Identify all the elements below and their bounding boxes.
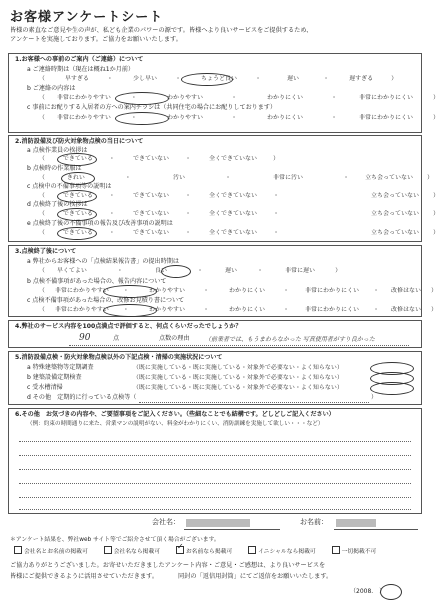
q2d-label: d 点検終了後の挨拶は	[27, 201, 88, 208]
check-name-only[interactable]	[176, 546, 184, 554]
q5a-options: （既に実施している・既に実施している・対象外で必要ない・よく知らない）	[133, 365, 343, 371]
q2b-options: （ きれい ・ 汚い ・ 非常に汚い ・ 立ち会っていない ）	[39, 175, 434, 181]
thanks-line-1: ご協力ありがとうございました。お寄せいただきましたアンケート内容・ご意見・ご感想は、より良いサービスを	[10, 562, 326, 569]
name-label: お名前：	[300, 518, 328, 526]
score-unit: 点	[113, 335, 120, 342]
q2a-label: a 点検作業員の挨拶は	[27, 147, 88, 154]
section-6	[8, 408, 422, 514]
q3a-options: （ 早くてよい ・ 良い ・ 遅い ・ 非常に遅い ）	[39, 268, 342, 274]
q5d-tail: ）	[371, 394, 378, 401]
section-1-question: 1.お客様への事前のご案内（ご連絡）について	[15, 56, 144, 63]
thanks-line-2: 皆様にご提供できるように活用させていただきます。 同封の「返信用封筒」にてご返信をお願いいたします。	[10, 573, 333, 580]
section-5	[8, 351, 422, 405]
section-2-question: 2.消防設備及び防火対象物点検の当日について	[15, 138, 144, 145]
section-6-question: 6.その他 お気づきの内容や、ご要望事項をご記入ください。（些細なことでも結構です。どしどしご記入ください）	[15, 411, 335, 418]
q5a-label: a 特殊建築物等定期調査	[27, 364, 94, 371]
date-stamp: （2008. ）	[350, 588, 386, 595]
publication-options: 会社名とお名前の掲載可 会社名なら掲載可 ✓ お名前なら掲載可 イニシャルなら掲載可 一切掲載不可	[14, 546, 376, 556]
section-3	[8, 245, 438, 317]
q2b-label: b 点検時の作業服は	[27, 165, 82, 172]
q3b-options: （ 非常にわかりやすい ・ わかりやすい ・ わかりにくい ・ 非常にわかりにくい ・ 改修はない ）	[39, 288, 438, 294]
section-5-question: 5.消防設備点検・防火対象物点検以外の下記点検・清掃の実施状況について	[15, 354, 223, 361]
intro-text: 皆様の素直なご意見や生の声が、私ども企業のパワーの源です。皆様へより良いサービスをご提供するため、 アンケートを実施しております。ご協力をお願いいたします。	[10, 27, 313, 43]
check-no-publication[interactable]	[332, 546, 340, 554]
section-3-question: 3.点検終了後について	[15, 248, 77, 255]
q1b-label: b ご連絡の内容は	[27, 85, 76, 92]
answer-circle	[181, 73, 233, 86]
section-6-example: （例：約束の時間通りに来た、営業マンの説明がない、料金がわかりにくい、消防訓練を実施して欲しい・・・など）	[27, 421, 324, 427]
check-company-and-name[interactable]	[14, 546, 22, 554]
q5b-options: （既に実施している・既に実施している・対象外で必要ない・よく知らない）	[133, 375, 343, 381]
stamp-circle	[380, 584, 402, 600]
score-reason: （前業者では、もうまわらなかった 写真使用者がすり良かった	[205, 336, 375, 343]
q2c-options: （ できている ・ できていない ・ 全くできていない ・ 立ち会っていない ）	[39, 193, 439, 199]
q3b-label: b 点検不備事項があった場合の、報告内容について	[27, 278, 167, 285]
q1a-options: （ 早すぎる ・ 少し早い ・ ちょうど良い ・ 遅い ・ 遅すぎる ）	[39, 76, 398, 82]
section-4	[8, 320, 422, 348]
q5c-options: （既に実施している・既に実施している・対象外で必要ない・よく知らない）	[133, 385, 343, 391]
q1a-label: a ご連絡時期は（現在は概ね1か月前）	[27, 66, 135, 73]
answer-circle	[115, 112, 169, 125]
company-label: 会社名：	[152, 518, 180, 526]
q5c-label: c 受水槽清掃	[27, 384, 63, 391]
page-title: お客様アンケートシート	[10, 10, 164, 25]
company-name-redacted	[186, 519, 250, 527]
check-company-only[interactable]	[104, 546, 112, 554]
section-4-question: 4.弊社のサービス内容を100点満点で評価すると、何点くらいだったでしょうか？	[15, 323, 242, 330]
score-reason-label: 点数の理由	[159, 335, 190, 342]
score-value: 90	[79, 333, 91, 343]
check-initial-only[interactable]	[248, 546, 256, 554]
q5d-label: d その他 定期的に行っている点検等（	[27, 394, 137, 401]
q2a-options: （ できている ・ できていない ・ 全くできていない ）	[39, 156, 280, 162]
q3c-label: c 点検不備事項があった場合の、改修お見積り書について	[27, 297, 185, 304]
answer-circle	[57, 227, 97, 240]
q1c-options: （ 非常にわかりやすい ・ わかりやすい ・ わかりにくい ・ 非常にわかりにくい ）	[39, 115, 439, 121]
q3c-options: （ 非常にわかりやすい ・ わかりやすい ・ わかりにくい ・ 非常にわかりにくい ・ 改修はない ）	[39, 307, 438, 313]
person-name-redacted	[336, 519, 376, 527]
answer-circle	[103, 304, 157, 317]
q2c-label: c 点検中の不備事項等の説明は	[27, 183, 112, 190]
q2e-label: e 点検終了後の不備事項の報告及び改善事項の説明は	[27, 220, 173, 227]
answer-circle	[161, 265, 191, 278]
q2d-options: （ できている ・ できていない ・ 全くできていない ・ 立ち会っていない ）	[39, 211, 439, 217]
q3a-label: a 弊社からお客様への「点検結果報告書」の提出時期は	[27, 258, 179, 265]
section-2	[8, 135, 439, 242]
q2e-options: （ できている ・ できていない ・ 全くできていない ・ 立ち会っていない ）	[39, 230, 439, 236]
q1b-options: （ 非常にわかりやすい ・ わかりやすい ・ わかりにくい ・ 非常にわかりにくい ）	[39, 95, 439, 101]
q1c-label: c 事前にお配りする入居者の方への案内チラシは（共同住宅の場合にお配りしております）	[27, 104, 277, 111]
q5b-label: b 建築設備定期検査	[27, 374, 82, 381]
section-1	[8, 53, 439, 133]
publication-note: ＊アンケート結果を、弊社web サイト等でご紹介させて頂く場合がございます。	[10, 537, 220, 543]
